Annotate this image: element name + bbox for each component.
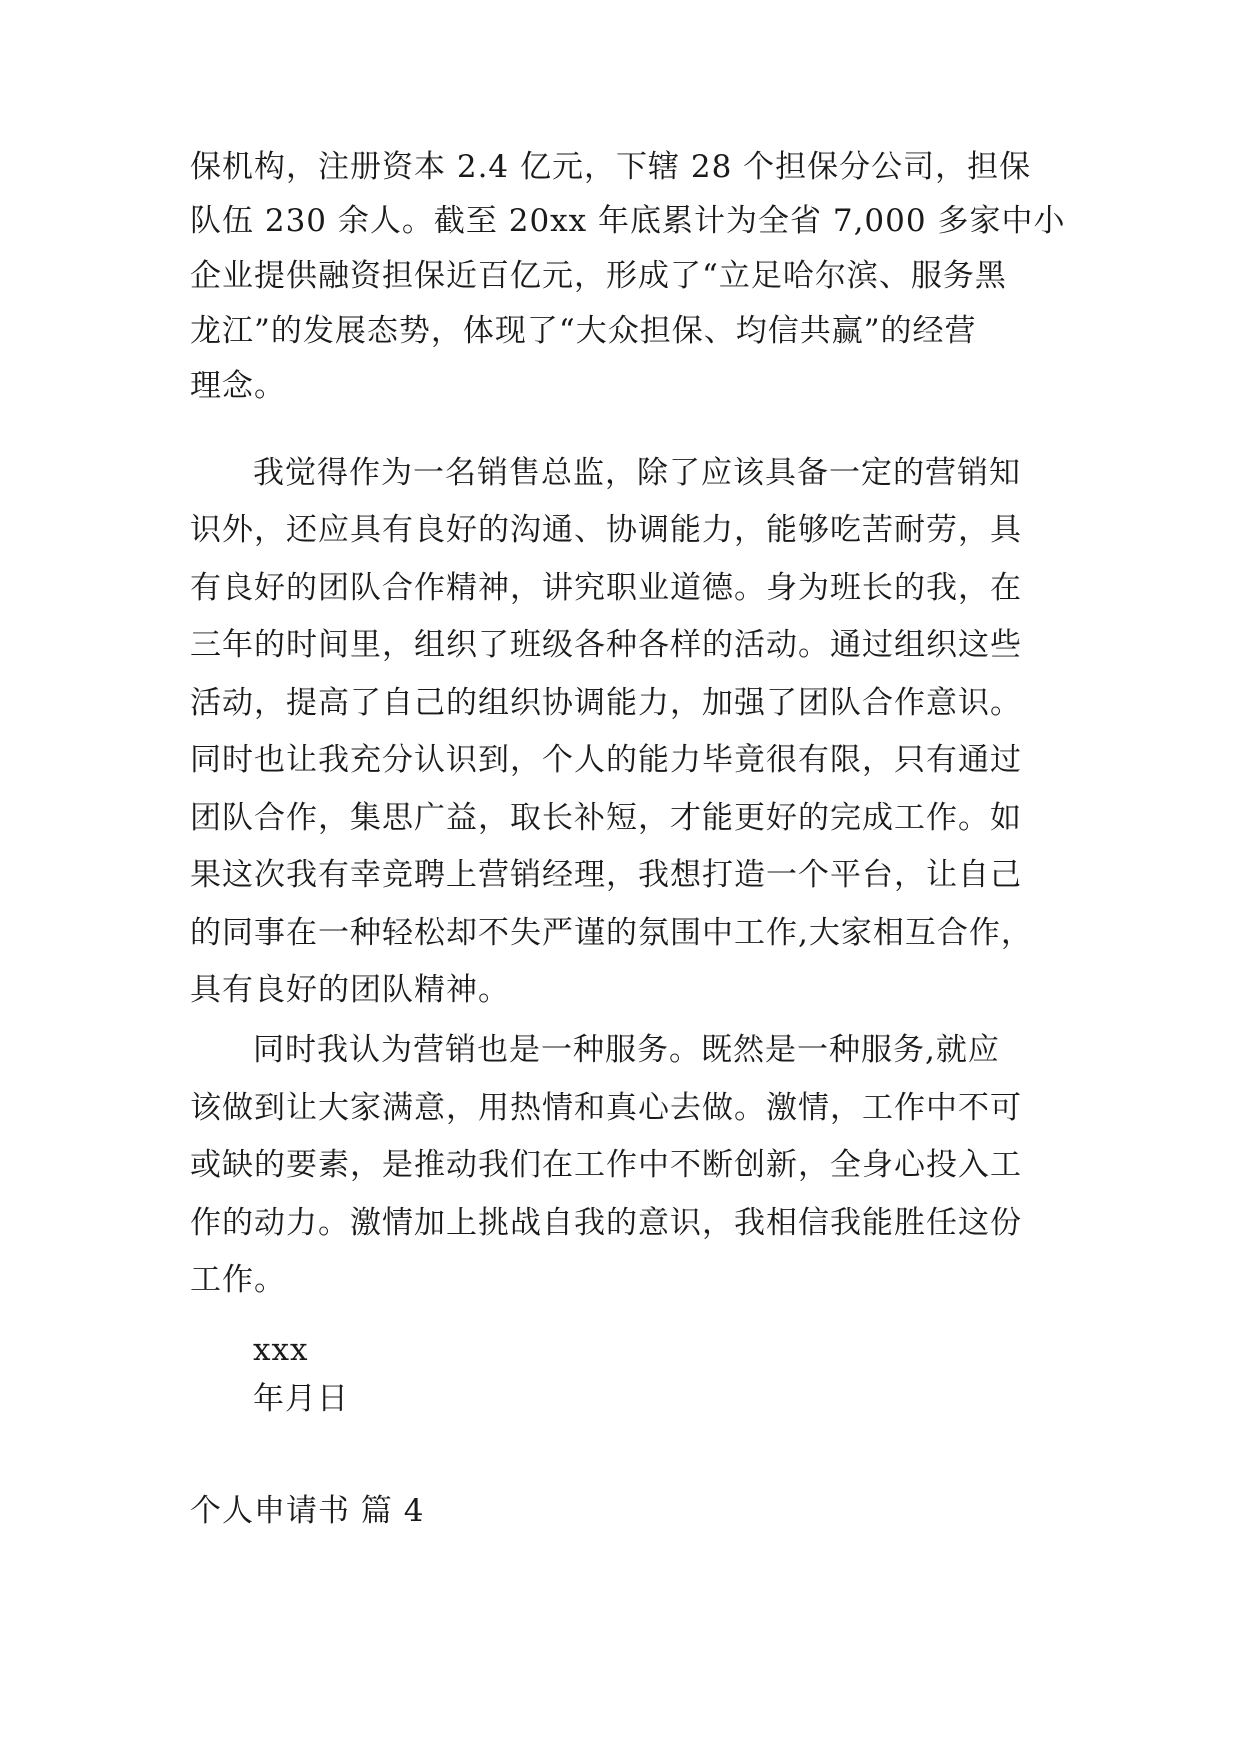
paragraph-3-line-3: 或缺的要素，是推动我们在工作中不断创新，全身心投入工 [190,1147,1022,1183]
paragraph-2-line-9: 的同事在一种轻松却不失严谨的氛围中工作,大家相互合作， [190,915,1033,951]
paragraph-3-line-5: 工作。 [190,1262,286,1298]
paragraph-2-line-5: 活动，提高了自己的组织协调能力，加强了团队合作意识。 [190,685,1022,721]
paragraph-2-line-3: 有良好的团队合作精神，讲究职业道德。身为班长的我，在 [190,570,1022,606]
date-line: 年月日 [253,1381,349,1417]
paragraph-3-line-4: 作的动力。激情加上挑战自我的意识，我相信我能胜任这份 [190,1205,1022,1241]
paragraph-2-line-8: 果这次我有幸竞聘上营销经理，我想打造一个平台，让自己 [190,857,1022,893]
paragraph-1-line-2: 队伍 230 余人。截至 20xx 年底累计为全省 7,000 多家中小 [190,203,1066,239]
paragraph-2-line-6: 同时也让我充分认识到，个人的能力毕竟很有限，只有通过 [190,742,1022,778]
paragraph-1-line-4: 龙江”的发展态势，体现了“大众担保、均信共赢”的经营 [190,313,977,349]
paragraph-1-line-5: 理念。 [190,368,286,404]
paragraph-2-line-10: 具有良好的团队精神。 [190,972,510,1008]
paragraph-1-line-1: 保机构，注册资本 2.4 亿元，下辖 28 个担保分公司，担保 [190,149,1032,185]
paragraph-2-line-1: 我觉得作为一名销售总监，除了应该具备一定的营销知 [253,455,1021,491]
paragraph-1-line-3: 企业提供融资担保近百亿元，形成了“立足哈尔滨、服务黑 [190,258,1007,294]
paragraph-2-line-4: 三年的时间里，组织了班级各种各样的活动。通过组织这些 [190,627,1022,663]
paragraph-3-line-2: 该做到让大家满意，用热情和真心去做。激情，工作中不可 [190,1090,1022,1126]
section-title: 个人申请书 篇 4 [190,1493,425,1529]
paragraph-2-line-7: 团队合作，集思广益，取长补短，才能更好的完成工作。如 [190,800,1022,836]
signature: xxx [253,1332,309,1368]
paragraph-2-line-2: 识外，还应具有良好的沟通、协调能力，能够吃苦耐劳，具 [190,512,1022,548]
paragraph-3-line-1: 同时我认为营销也是一种服务。既然是一种服务,就应 [253,1032,1000,1068]
